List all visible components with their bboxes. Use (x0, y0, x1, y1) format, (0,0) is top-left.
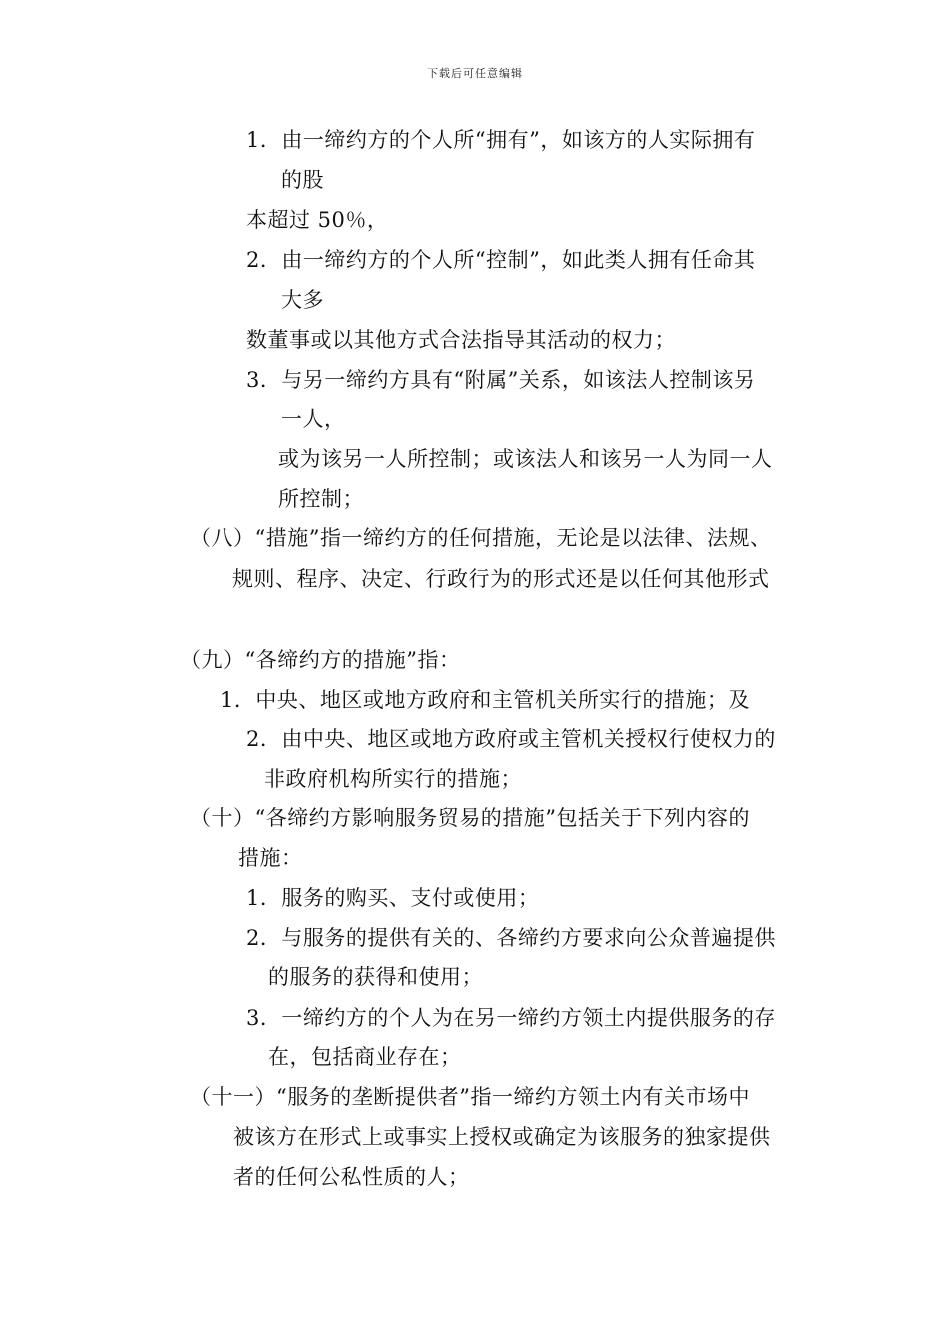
page-header: 下载后可任意编辑 (427, 67, 523, 80)
text-line: 3．一缔约方的个人为在另一缔约方领土内提供服务的存 (246, 1006, 776, 1030)
section-heading: （八）“措施”指一缔约方的任何措施，无论是以法律、法规、 (190, 526, 772, 550)
text-line: 的服务的获得和使用； (268, 965, 483, 989)
text-line: 3．与另一缔约方具有“附属”关系，如该法人控制该另 (246, 368, 756, 392)
text-line: 一人， (281, 407, 346, 431)
text-line: 1．由一缔约方的个人所“拥有”，如该方的人实际拥有 (246, 128, 756, 152)
text-line: 2．与服务的提供有关的、各缔约方要求向公众普遍提供 (246, 926, 776, 950)
text-line: 措施： (238, 846, 303, 870)
text-line: 的股 (281, 168, 324, 192)
text-line: 1．中央、地区或地方政府和主管机关所实行的措施；及 (220, 688, 750, 712)
text-line: 1．服务的购买、支付或使用； (246, 886, 540, 910)
section-heading: （十）“各缔约方影响服务贸易的措施”包括关于下列内容的 (190, 806, 750, 830)
text-line: 被该方在形式上或事实上授权或确定为该服务的独家提供 (233, 1125, 771, 1149)
text-line: 非政府机构所实行的措施； (264, 767, 522, 791)
text-line: 本超过 50％， (246, 208, 389, 232)
text-line: 2．由中央、地区或地方政府或主管机关授权行使权力的 (246, 727, 776, 751)
section-heading: （九）“各缔约方的措施”指： (180, 648, 461, 672)
text-line: 2．由一缔约方的个人所“控制”，如此类人拥有任命其 (246, 248, 756, 272)
text-line: 在，包括商业存在； (268, 1045, 462, 1069)
section-heading: （十一）“服务的垄断提供者”指一缔约方领土内有关市场中 (190, 1085, 750, 1109)
text-line: 或为该另一人所控制；或该法人和该另一人为同一人 (278, 447, 773, 471)
text-line: 所控制； (278, 487, 364, 511)
text-line: 大多 (281, 288, 324, 312)
text-line: 规则、程序、决定、行政行为的形式还是以任何其他形式 (232, 567, 770, 591)
text-line: 者的任何公私性质的人； (233, 1165, 470, 1189)
text-line: 数董事或以其他方式合法指导其活动的权力； (246, 328, 676, 352)
